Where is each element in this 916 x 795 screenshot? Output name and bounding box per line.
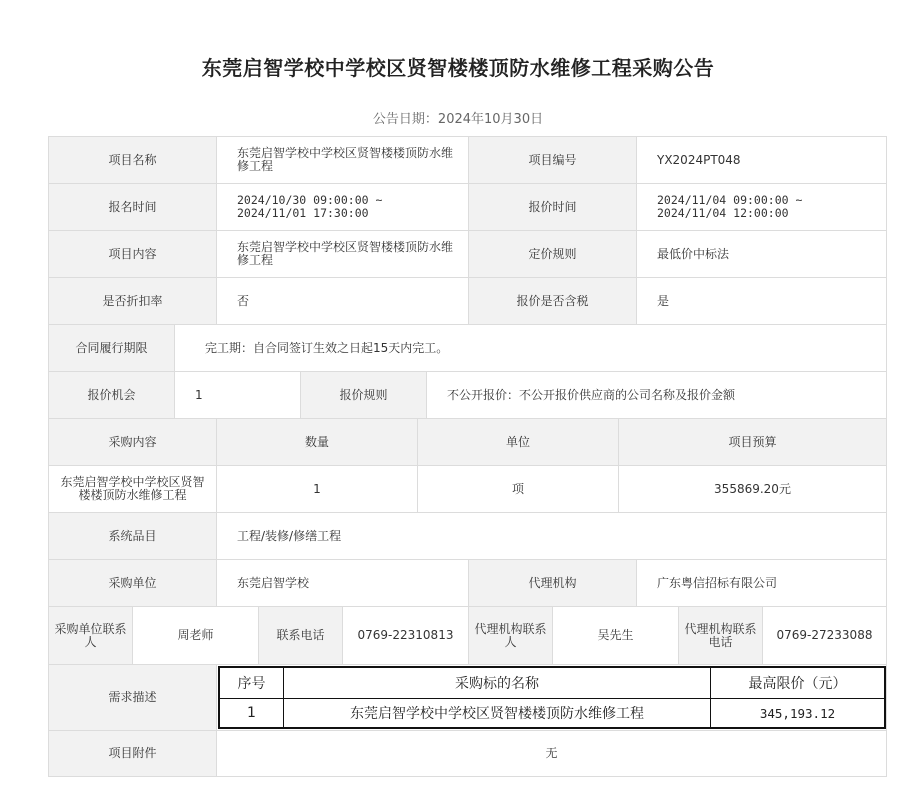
purchase-header-content: 采购内容 — [49, 419, 217, 466]
agency-label: 代理机构 — [469, 560, 637, 607]
quote-chance-label: 报价机会 — [49, 372, 175, 419]
attachment-label: 项目附件 — [49, 731, 217, 776]
content-value: 东莞启智学校中学校区贤智楼楼顶防水维修工程 — [217, 231, 469, 278]
buyer-contact-value: 周老师 — [133, 607, 259, 665]
requirement-table — [218, 666, 886, 729]
page-title: 东莞启智学校中学校区贤智楼楼顶防水维修工程采购公告 — [201, 56, 715, 80]
requirement-row-index: 1 — [220, 699, 284, 727]
purchase-row-unit: 项 — [418, 466, 619, 513]
quote-chance-value: 1 — [175, 372, 301, 419]
agency-contact-label: 代理机构联系人 — [469, 607, 553, 665]
category-value: 工程/装修/修缮工程 — [217, 513, 886, 560]
quote-time-end: 2024/11/04 12:00:00 — [657, 206, 789, 220]
signup-time-value — [217, 184, 469, 231]
discount-label: 是否折扣率 — [49, 278, 217, 325]
quote-time-start: 2024/11/04 09:00:00 ~ — [657, 193, 803, 207]
purchase-header-budget: 项目预算 — [619, 419, 886, 466]
buyer-label: 采购单位 — [49, 560, 217, 607]
purchase-header-quantity: 数量 — [217, 419, 418, 466]
buyer-phone-label: 联系电话 — [259, 607, 343, 665]
pricing-rule-value: 最低价中标法 — [637, 231, 886, 278]
purchase-row-budget: 355869.20元 — [619, 466, 886, 513]
quote-rule-label: 报价规则 — [301, 372, 427, 419]
quote-time-label: 报价时间 — [469, 184, 637, 231]
buyer-contact-label: 采购单位联系人 — [49, 607, 133, 665]
announcement-table — [48, 136, 887, 777]
buyer-value: 东莞启智学校 — [217, 560, 469, 607]
requirement-row-name: 东莞启智学校中学校区贤智楼楼顶防水维修工程 — [284, 699, 711, 727]
requirement-row-limit: 345,193.12 — [759, 705, 836, 721]
requirement-label: 需求描述 — [49, 665, 217, 731]
purchase-row-content: 东莞启智学校中学校区贤智楼楼顶防水维修工程 — [49, 466, 217, 513]
tax-value: 是 — [637, 278, 886, 325]
signup-time-end: 2024/11/01 17:30:00 — [237, 206, 369, 220]
purchase-row-quantity: 1 — [217, 466, 418, 513]
quote-time-value — [637, 184, 886, 231]
requirement-header-name: 采购标的名称 — [284, 668, 711, 699]
requirement-header-index: 序号 — [220, 668, 284, 699]
quote-rule-value: 不公开报价：不公开报价供应商的公司名称及报价金额 — [427, 372, 886, 419]
contract-label: 合同履行期限 — [49, 325, 175, 372]
attachment-value: 无 — [545, 746, 558, 760]
agency-contact-value: 吴先生 — [553, 607, 679, 665]
date-value: 2024年10月30日 — [437, 112, 544, 127]
project-name-label: 项目名称 — [49, 137, 217, 184]
purchase-header-unit: 单位 — [418, 419, 619, 466]
tax-label: 报价是否含税 — [469, 278, 637, 325]
signup-time-label: 报名时间 — [49, 184, 217, 231]
agency-value: 广东粤信招标有限公司 — [637, 560, 886, 607]
pricing-rule-label: 定价规则 — [469, 231, 637, 278]
discount-value: 否 — [217, 278, 469, 325]
contract-value: 完工期：自合同签订生效之日起15天内完工。 — [175, 325, 886, 372]
project-no-value: YX2024PT048 — [637, 137, 886, 184]
date-label: 公告日期： — [372, 112, 438, 127]
project-no-label: 项目编号 — [469, 137, 637, 184]
requirement-header-limit: 最高限价（元） — [711, 668, 884, 699]
signup-time-start: 2024/10/30 09:00:00 ~ — [237, 193, 383, 207]
content-label: 项目内容 — [49, 231, 217, 278]
agency-phone-value: 0769-27233088 — [763, 607, 886, 665]
announcement-date — [0, 108, 916, 127]
buyer-phone-value: 0769-22310813 — [343, 607, 469, 665]
category-label: 系统品目 — [49, 513, 217, 560]
agency-phone-label: 代理机构联系电话 — [679, 607, 763, 665]
project-name-value: 东莞启智学校中学校区贤智楼楼顶防水维修工程 — [217, 137, 469, 184]
